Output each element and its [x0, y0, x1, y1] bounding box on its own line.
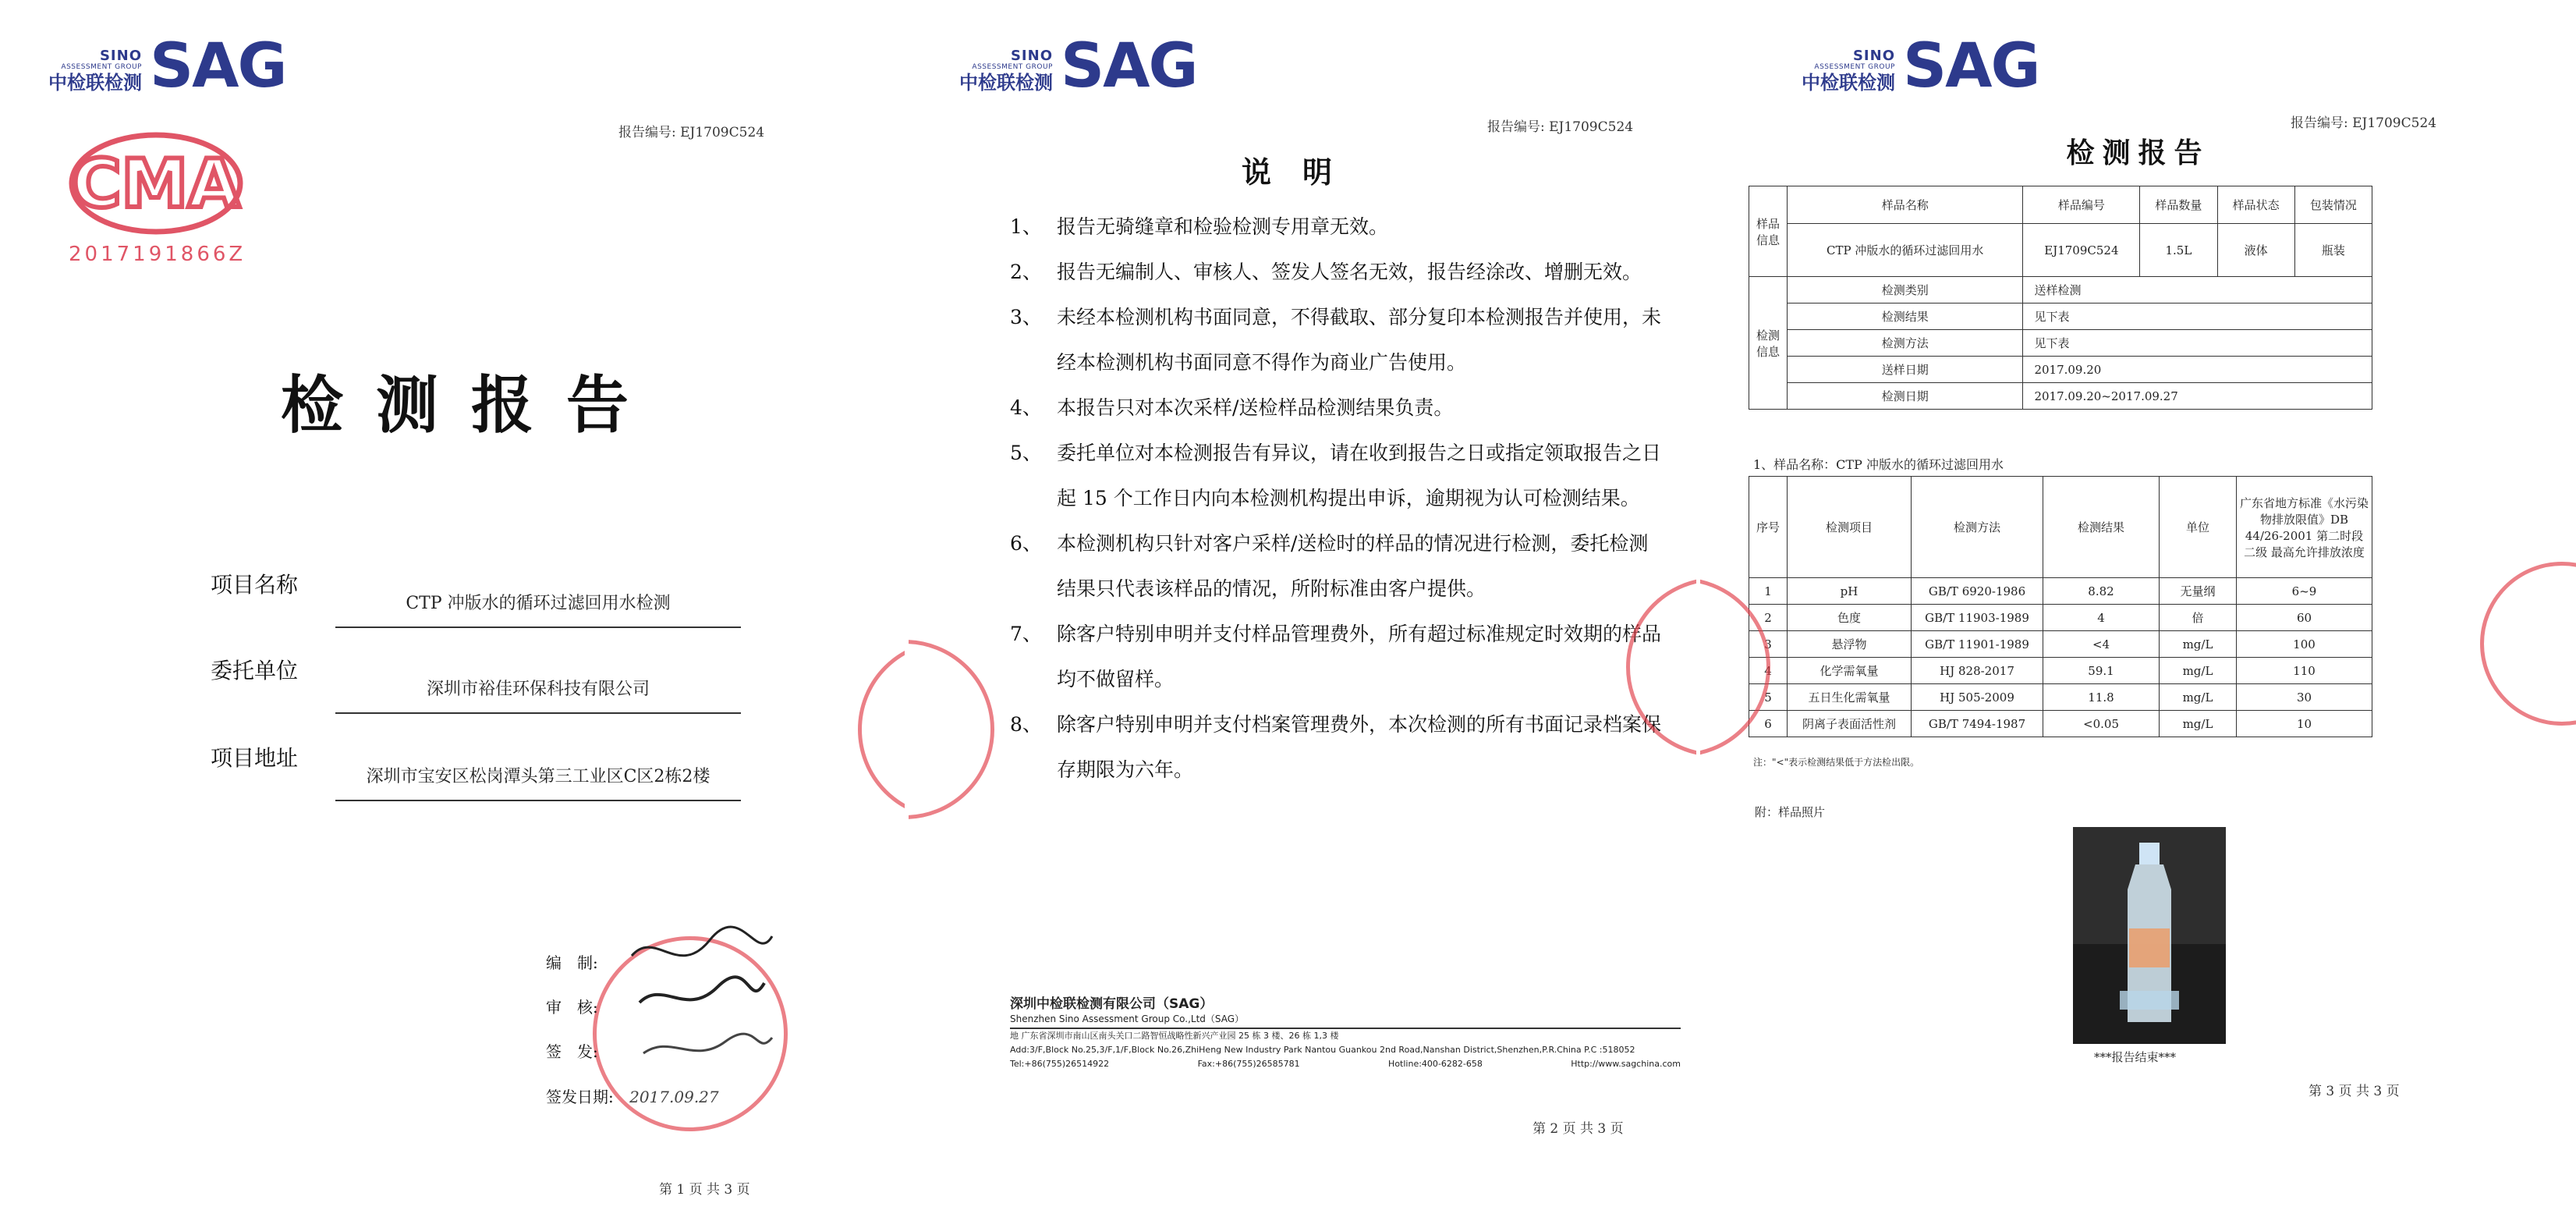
table-row: 3 悬浮物 GB/T 11901-1989 <4 mg/L 100 — [1749, 631, 2372, 658]
page-number: 第 1 页 共 3 页 — [659, 1182, 750, 1198]
issue-date: 签发日期: 2017.09.27 — [546, 1088, 719, 1106]
photo-label: 附：样品照片 — [1755, 805, 1826, 819]
list-item: 6、 本检测机构只针对客户采样/送检时的样品的情况进行检测，委托检测结果只代表该样品的情况，所附标准由客户提供。 — [1010, 532, 1649, 600]
table-row: 2 色度 GB/T 11903-1989 4 倍 60 — [1749, 605, 2372, 631]
hotline: Hotline:400-6282-658 — [1388, 1059, 1483, 1069]
seam-seal-icon — [909, 640, 994, 819]
bottle-photo-icon — [2073, 827, 2226, 1044]
list-item: 5、 委托单位对本检测报告有异议，请在收到报告之日或指定领取报告之日起 15 个工作日内向本检测机构提出申诉，逾期视为认可检测结果。 — [1010, 442, 1662, 509]
page-number: 第 2 页 共 3 页 — [1532, 1121, 1624, 1137]
list-item: 7、 除客户特别申明并支付样品管理费外，所有超过标准规定时效期的样品均不做留样。 — [1010, 623, 1662, 690]
table-row: 6 阴离子表面活性剂 GB/T 7494-1987 <0.05 mg/L 10 — [1749, 711, 2372, 737]
seam-seal-icon — [2480, 562, 2576, 726]
company-name-en: Shenzhen Sino Assessment Group Co.,Ltd（SAG） — [1010, 1012, 1681, 1029]
signature-issuer: 签 发: — [546, 1042, 598, 1061]
svg-text:CMA: CMA — [72, 145, 240, 223]
instructions-list — [1010, 204, 1665, 793]
table-note: 注："<"表示检测结果低于方法检出限。 — [1753, 757, 1920, 768]
page-title: 检测报告 — [281, 368, 661, 442]
sample-group-label: 样品信息 — [1749, 186, 1788, 277]
company-footer — [1010, 992, 1681, 1071]
results-table: 序号 检测项目 检测方法 检测结果 单位 广东省地方标准《水污染物排放限值》DB 44/26-2001 第二时段二级 最高允许排放浓度 1 pH GB/T 6920-1986 8.82 无量纲 6~9 2 色度 GB/T 11903-1989 4 倍 60 3 悬浮物 GB/T 11901-1989 <4 mg/L 100 4 化学需氧量 HJ 828-2017 59.1 mg/L 110 5 五日生化需氧量 HJ 505-2009 11.8 mg/L 30 6 阴离子表面活性剂 GB/T 7494-1987 <0.05 mg/L 10 — [1749, 476, 2372, 737]
logo-sag: SAG — [150, 31, 286, 101]
sample-photo — [2073, 827, 2226, 1044]
table-row: 1 pH GB/T 6920-1986 8.82 无量纲 6~9 — [1749, 578, 2372, 605]
logo-sino: SINO — [99, 48, 142, 64]
field-label: 委托单位 — [211, 658, 299, 683]
report-cover-page — [0, 0, 905, 1214]
test-group-label: 检测信息 — [1749, 277, 1788, 410]
handwritten-signatures-icon — [616, 925, 795, 1104]
list-item: 2、 报告无编制人、审核人、签发人签名无效，报告经涂改、增删无效。 — [1010, 261, 1642, 283]
table-row: 5 五日生化需氧量 HJ 505-2009 11.8 mg/L 30 — [1749, 684, 2372, 711]
field-project-name — [211, 568, 741, 615]
sag-logo — [48, 31, 286, 101]
cma-number: 2017191866Z — [69, 243, 246, 266]
signature-editor: 编 制: — [546, 953, 598, 972]
page-title: 说明 — [1241, 154, 1363, 190]
cma-logo-icon — [69, 131, 244, 236]
logo-cn: 中检联检测 — [48, 72, 142, 94]
field-project-address — [211, 741, 741, 788]
field-value: 深圳市宝安区松岗潭头第三工业区C区2栋2楼 — [335, 763, 741, 801]
instructions-page — [909, 0, 1696, 1214]
list-item: 3、 未经本检测机构书面同意，不得截取、部分复印本检测报告并使用，未经本检测机构书面同意不得作为商业广告使用。 — [1010, 306, 1662, 374]
report-number: 报告编号: EJ1709C524 — [618, 125, 765, 140]
company-name: 深圳中检联检测有限公司（SAG） — [1010, 996, 1214, 1012]
seam-seal-icon — [858, 640, 905, 819]
sample-subtitle: 1、样品名称：CTP 冲版水的循环过滤回用水 — [1753, 457, 2004, 472]
signature-reviewer: 审 核: — [546, 998, 598, 1017]
field-value: 深圳市裕佳环保科技有限公司 — [335, 676, 741, 714]
table-row: 4 化学需氧量 HJ 828-2017 59.1 mg/L 110 — [1749, 658, 2372, 684]
page-number: 第 3 页 共 3 页 — [2308, 1084, 2400, 1099]
list-item: 4、 本报告只对本次采样/送检样品检测结果负责。 — [1010, 396, 1454, 419]
test-report-page — [1700, 0, 2576, 1214]
list-item: 1、 报告无骑缝章和检验检测专用章无效。 — [1010, 215, 1389, 238]
field-client — [211, 654, 741, 701]
tel: Tel:+86(755)26514922 — [1010, 1059, 1110, 1069]
fax: Fax:+86(755)26585781 — [1197, 1059, 1300, 1069]
sag-logo: SINO ASSESSMENT GROUP 中检联检测 SAG — [1802, 31, 2039, 101]
cma-mark — [69, 131, 244, 266]
logo-group: ASSESSMENT GROUP — [61, 63, 142, 71]
page-title: 检测报告 — [2066, 137, 2210, 169]
field-label: 项目地址 — [211, 745, 299, 771]
contact-row — [1010, 1057, 1681, 1071]
field-value: CTP 冲版水的循环过滤回用水检测 — [335, 590, 741, 628]
report-number: 报告编号: EJ1709C524 — [2291, 115, 2437, 131]
field-label: 项目名称 — [211, 572, 299, 598]
website: Http://www.sagchina.com — [1571, 1059, 1681, 1069]
address-cn: 地 广东省深圳市南山区南头关口二路智恒战略性新兴产业园 25 栋 3 楼、26 栋 1,3 楼 — [1010, 1031, 1339, 1041]
report-end: ***报告结束*** — [2094, 1050, 2177, 1064]
report-number: 报告编号: EJ1709C524 — [1487, 119, 1634, 135]
sample-info-table: 样品信息 样品名称 样品编号 样品数量 样品状态 包装情况 CTP 冲版水的循环过滤回用水 EJ1709C524 1.5L 液体 瓶装 检测信息 检测类别 送样检测 检测结果 见下表 检测方法 见下表 送样日期 2017.09.20 检测日期 2017.09.20~2017.09.27 — [1749, 186, 2372, 410]
sag-logo: SINO ASSESSMENT GROUP 中检联检测 SAG — [959, 31, 1197, 101]
list-item: 8、 除客户特别申明并支付档案管理费外，本次检测的所有书面记录档案保存期限为六年。 — [1010, 713, 1662, 781]
address-en: Add:3/F,Block No.25,3/F,1/F,Block No.26,ZhiHeng New Industry Park Nantou Guankou 2nd Road,Nanshan District,Shenzhen,P.R.China P.C :518052 — [1010, 1045, 1635, 1055]
